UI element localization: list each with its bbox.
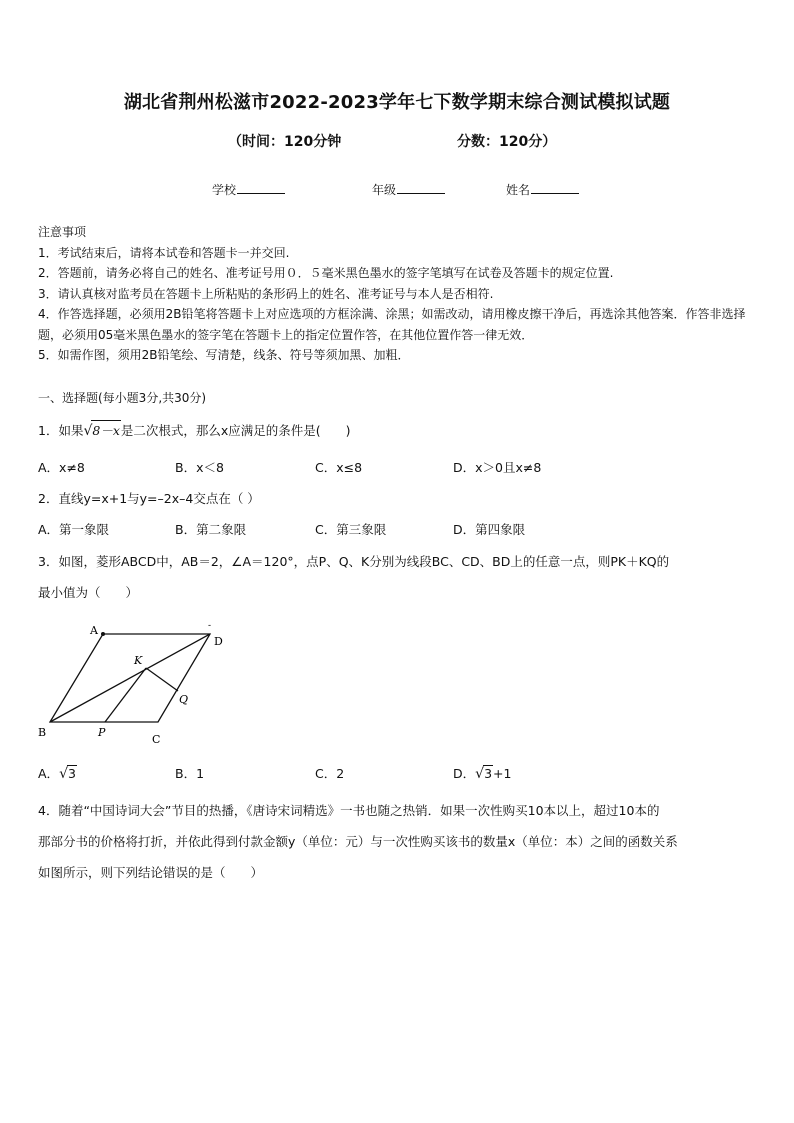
question-3-stem-2: 最小值为（ ） <box>38 585 139 600</box>
question-4-line-3: 如图所示，则下列结论错误的是（ ） <box>38 865 264 880</box>
label-q: Q <box>179 693 189 706</box>
label-k: K <box>134 654 143 667</box>
name-blank <box>531 182 579 194</box>
q1-prefix: 1．如果 <box>38 423 84 438</box>
radical-sign: √ <box>475 766 485 782</box>
radical-sign: √ <box>59 766 68 782</box>
q3-option-b: B．1 <box>175 766 205 781</box>
notes-section <box>38 222 758 366</box>
section-heading: 一、选择题(每小题3分,共30分) <box>38 391 207 405</box>
q3-option-a <box>38 764 77 782</box>
q1-option-b: B．x＜8 <box>175 460 224 475</box>
q3-option-a-radicand: 3 <box>67 766 76 781</box>
name-field <box>506 181 579 198</box>
label-mark: - <box>208 621 212 631</box>
segment-kq <box>146 668 178 691</box>
label-p: P <box>98 726 106 739</box>
school-field <box>212 181 285 198</box>
q3-option-d-suffix: +1 <box>493 766 512 781</box>
q1-option-a: A．x≠8 <box>38 460 85 475</box>
question-2-stem: 2．直线y=x+1与y=–2x–4交点在（ ） <box>38 491 260 506</box>
q1-option-c: C．x≤8 <box>315 460 363 475</box>
q3-option-d-radicand: 3 <box>484 766 493 781</box>
grade-label: 年级 <box>372 183 397 197</box>
q3-option-d-prefix: D． <box>453 766 476 781</box>
note-item: 1．考试结束后，请将本试卷和答题卡一并交回. <box>38 245 290 260</box>
note-item: 4．作答选择题，必须用2B铅笔将答题卡上对应选项的方框涂满、涂黑；如需改动，请用橡皮擦干净后，再选涂其他答案．作答非选择题，必须用05毫米黑色墨水的签字笔在答题卡上的指定位置作答，在其他位置作答一律无效． <box>38 307 746 342</box>
q1-option-d: D．x＞0且x≠8 <box>453 460 542 475</box>
grade-field <box>372 181 445 198</box>
question-4-line-2: 那部分书的价格将打折，并依此得到付款金额y（单位：元）与一次性购买该书的数量x（单位：本）之间的函数关系 <box>38 834 678 849</box>
question-4-line-1: 4．随着“中国诗词大会”节目的热播，《唐诗宋词精选》一书也随之热销．如果一次性购买10本以上，超过10本的 <box>38 803 660 818</box>
label-b: B <box>38 726 47 739</box>
q2-option-a: A．第一象限 <box>38 522 110 537</box>
q3-option-a-prefix: A． <box>38 766 60 781</box>
label-d: D <box>214 635 223 648</box>
school-blank <box>237 182 285 194</box>
label-c: C <box>152 733 161 746</box>
q3-option-d <box>453 764 511 782</box>
question-1-stem <box>38 420 351 439</box>
q2-option-b: B．第二象限 <box>175 522 247 537</box>
grade-blank <box>397 182 445 194</box>
exam-time: （时间：120分钟 <box>228 134 342 150</box>
q1-radicand: 8－x <box>91 420 121 439</box>
question-3-stem: 3．如图，菱形ABCD中，AB＝2，∠A＝120°，点P、Q、K分别为线段BC、CD、BD上的任意一点，则PK＋KQ的 <box>38 554 670 569</box>
note-item: 3．请认真核对监考员在答题卡上所粘贴的条形码上的姓名、准考证号与本人是否相符. <box>38 286 494 301</box>
exam-score: 分数：120分） <box>457 134 557 150</box>
point-a-dot <box>101 632 105 636</box>
q2-option-c: C．第三象限 <box>315 522 387 537</box>
rhombus-figure <box>30 618 240 748</box>
q3-option-c: C．2 <box>315 766 345 781</box>
page-title: 湖北省荆州松滋市2022-2023学年七下数学期末综合测试模拟试题 <box>123 92 671 113</box>
label-a: A <box>90 624 98 637</box>
segment-pk <box>105 668 146 722</box>
note-item: 2．答题前，请务必将自己的姓名、准考证号用０．５毫米黑色墨水的签字笔填写在试卷及答题卡的规定位置. <box>38 266 614 280</box>
notes-heading: 注意事项 <box>38 225 87 239</box>
diagonal-bd <box>50 634 210 722</box>
q2-option-d: D．第四象限 <box>453 522 526 537</box>
note-item: 5．如需作图，须用2B铅笔绘、写清楚，线条、符号等须加黑、加粗． <box>38 348 410 362</box>
name-label: 姓名 <box>506 183 531 197</box>
school-label: 学校 <box>212 183 237 197</box>
radical-sign: √ <box>83 423 93 439</box>
q1-suffix: 是二次根式，那么x应满足的条件是( ) <box>120 423 351 438</box>
